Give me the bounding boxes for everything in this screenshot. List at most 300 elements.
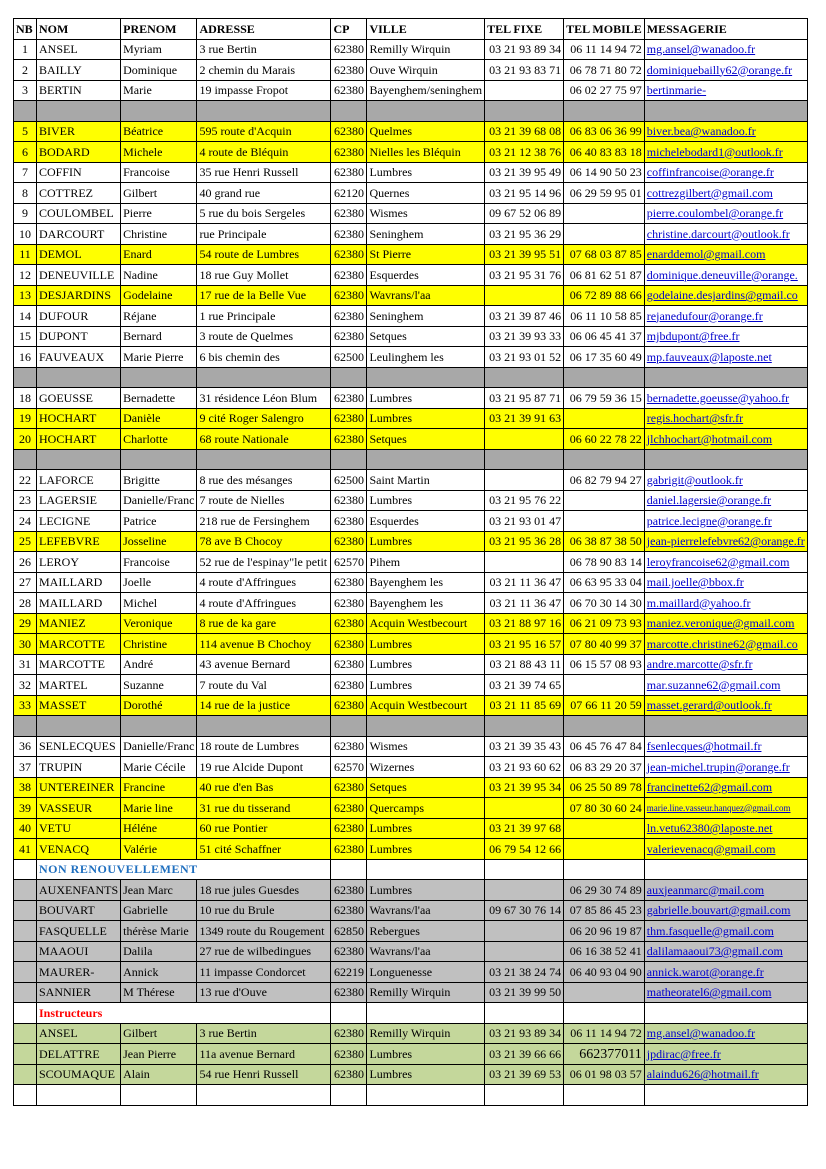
cell-prenom: Gabrielle [121, 900, 197, 921]
cell-email[interactable]: mail.joelle@bbox.fr [644, 572, 807, 593]
cell-prenom: Alain [121, 1064, 197, 1085]
table-row [14, 511, 808, 532]
cell-adresse: 13 rue d'Ouve [197, 982, 331, 1003]
cell-tel-mobile: 06 45 76 47 84 [564, 736, 645, 757]
member-table [13, 18, 808, 1106]
separator-cell [644, 449, 807, 470]
cell-tel-fixe [485, 80, 564, 101]
cell-email[interactable]: bertinmarie- [644, 80, 807, 101]
cell-tel-mobile: 06 21 09 73 93 [564, 613, 645, 634]
cell-email[interactable]: jean-pierrelefebvre62@orange.fr [644, 531, 807, 552]
cell-cp: 62380 [331, 982, 367, 1003]
cell-email[interactable]: gabrigit@outlook.fr [644, 470, 807, 491]
cell-email[interactable]: michelebodard1@outlook.fr [644, 142, 807, 163]
cell-tel-mobile: 06 17 35 60 49 [564, 347, 645, 368]
cell-tel-fixe: 03 21 39 66 66 [485, 1044, 564, 1065]
cell-tel-fixe: 03 21 39 95 51 [485, 244, 564, 265]
cell-nom: MARCOTTE [37, 654, 121, 675]
table-row [14, 408, 808, 429]
cell-nb: 11 [14, 244, 37, 265]
cell-tel-fixe: 03 21 93 01 47 [485, 511, 564, 532]
cell-ville: Longuenesse [367, 962, 485, 983]
table-row [14, 818, 808, 839]
cell-nom: MARTEL [37, 675, 121, 696]
header-tel-mobile: TEL MOBILE [564, 19, 645, 40]
cell-email[interactable]: coffinfrancoise@orange.fr [644, 162, 807, 183]
cell-email[interactable]: leroyfrancoise62@gmail.com [644, 552, 807, 573]
cell-tel-mobile: 06 60 22 78 22 [564, 429, 645, 450]
cell-email[interactable]: ln.vetu62380@laposte.net [644, 818, 807, 839]
cell-nb: 12 [14, 265, 37, 286]
cell-email[interactable]: maniez.veronique@gmail.com [644, 613, 807, 634]
cell-email[interactable]: marcotte.christine62@gmail.co [644, 634, 807, 655]
cell-email[interactable]: enarddemol@gmail.com [644, 244, 807, 265]
cell-email[interactable]: fsenlecques@hotmail.fr [644, 736, 807, 757]
table-row [14, 1023, 808, 1044]
cell-cp: 62380 [331, 798, 367, 819]
cell-tel-fixe [485, 941, 564, 962]
cell-nb [14, 1044, 37, 1065]
empty-cell [367, 1085, 485, 1106]
table-row [14, 285, 808, 306]
cell-nb [14, 1064, 37, 1085]
cell-nom: BAILLY [37, 60, 121, 81]
table-row [14, 306, 808, 327]
empty-cell [485, 1085, 564, 1106]
cell-email[interactable]: marie.line.vasseur.hanquez@gmail.com [644, 798, 807, 819]
cell-tel-mobile [564, 224, 645, 245]
cell-prenom: Josseline [121, 531, 197, 552]
cell-nom: BODARD [37, 142, 121, 163]
cell-tel-fixe [485, 552, 564, 573]
table-row [14, 470, 808, 491]
cell-email[interactable]: auxjeanmarc@mail.com [644, 880, 807, 901]
table-row [14, 1064, 808, 1085]
cell-email[interactable]: daniel.lagersie@orange.fr [644, 490, 807, 511]
cell-email[interactable]: valerievenacq@gmail.com [644, 839, 807, 860]
cell-email[interactable]: pierre.coulombel@orange.fr [644, 203, 807, 224]
empty-cell [197, 1085, 331, 1106]
cell-tel-fixe: 03 21 11 85 69 [485, 695, 564, 716]
table-row [14, 798, 808, 819]
cell-ville: Lumbres [367, 1044, 485, 1065]
cell-adresse: 27 rue de wilbedingues [197, 941, 331, 962]
cell-ville: Nielles les Bléquin [367, 142, 485, 163]
cell-cp: 62380 [331, 777, 367, 798]
cell-nb: 3 [14, 80, 37, 101]
cell-tel-fixe: 03 21 93 89 34 [485, 1023, 564, 1044]
cell-email[interactable]: jean-michel.trupin@orange.fr [644, 757, 807, 778]
cell-adresse: 8 rue de ka gare [197, 613, 331, 634]
cell-tel-fixe: 03 21 93 01 52 [485, 347, 564, 368]
cell-tel-mobile [564, 408, 645, 429]
cell-adresse: 78 ave B Chocoy [197, 531, 331, 552]
cell-prenom: Marie Pierre [121, 347, 197, 368]
cell-email[interactable]: biver.bea@wanadoo.fr [644, 121, 807, 142]
cell-cp: 62380 [331, 285, 367, 306]
cell-prenom: Danielle/Franc [121, 490, 197, 511]
cell-prenom: thérèse Marie [121, 921, 197, 942]
cell-prenom: Patrice [121, 511, 197, 532]
cell-nb: 28 [14, 593, 37, 614]
empty-cell [121, 1085, 197, 1106]
cell-prenom: Joelle [121, 572, 197, 593]
table-row [14, 613, 808, 634]
cell-ville: Setques [367, 326, 485, 347]
cell-adresse: 595 route d'Acquin [197, 121, 331, 142]
cell-prenom: Réjane [121, 306, 197, 327]
cell-tel-fixe: 03 21 39 95 49 [485, 162, 564, 183]
cell-ville: Lumbres [367, 388, 485, 409]
separator-cell [367, 367, 485, 388]
cell-ville: Bayenghem les [367, 593, 485, 614]
cell-email[interactable]: masset.gerard@outlook.fr [644, 695, 807, 716]
cell-ville: Rebergues [367, 921, 485, 942]
cell-tel-mobile: 06 63 95 33 04 [564, 572, 645, 593]
cell-tel-fixe: 03 21 39 95 34 [485, 777, 564, 798]
cell-cp: 62219 [331, 962, 367, 983]
cell-tel-fixe: 03 21 11 36 47 [485, 593, 564, 614]
table-row [14, 80, 808, 101]
cell-ville: Setques [367, 777, 485, 798]
cell-cp: 62850 [331, 921, 367, 942]
table-row [14, 921, 808, 942]
cell-adresse: 218 rue de Fersinghem [197, 511, 331, 532]
cell-email[interactable]: godelaine.desjardins@gmail.co [644, 285, 807, 306]
cell-cp: 62380 [331, 306, 367, 327]
cell-cp: 62380 [331, 203, 367, 224]
cell-email[interactable]: regis.hochart@sfr.fr [644, 408, 807, 429]
cell-tel-fixe: 03 21 95 36 28 [485, 531, 564, 552]
cell-nom: BOUVART [37, 900, 121, 921]
cell-prenom: Dalila [121, 941, 197, 962]
cell-email[interactable]: rejanedufour@orange.fr [644, 306, 807, 327]
separator-row [14, 367, 808, 388]
cell-tel-fixe [485, 285, 564, 306]
cell-nom: DARCOURT [37, 224, 121, 245]
cell-ville: Lumbres [367, 818, 485, 839]
cell-ville: Quelmes [367, 121, 485, 142]
section-empty-cell [564, 1003, 645, 1024]
cell-nom: MAAOUI [37, 941, 121, 962]
cell-nom: VASSEUR [37, 798, 121, 819]
table-row [14, 121, 808, 142]
empty-cell [14, 1085, 37, 1106]
cell-nb: 16 [14, 347, 37, 368]
cell-cp: 62380 [331, 736, 367, 757]
table-row [14, 326, 808, 347]
cell-cp: 62380 [331, 839, 367, 860]
cell-adresse: 17 rue de la Belle Vue [197, 285, 331, 306]
table-row [14, 142, 808, 163]
cell-tel-fixe: 03 21 95 14 96 [485, 183, 564, 204]
cell-tel-mobile [564, 982, 645, 1003]
cell-prenom: Michel [121, 593, 197, 614]
section-empty-cell [331, 859, 367, 880]
cell-adresse: rue Principale [197, 224, 331, 245]
cell-tel-mobile: 07 80 40 99 37 [564, 634, 645, 655]
cell-nb: 36 [14, 736, 37, 757]
cell-nom: MAILLARD [37, 593, 121, 614]
table-row [14, 757, 808, 778]
cell-nb: 24 [14, 511, 37, 532]
cell-tel-fixe: 03 21 88 43 11 [485, 654, 564, 675]
cell-nom: AUXENFANTS [37, 880, 121, 901]
cell-ville: Acquin Westbecourt [367, 695, 485, 716]
cell-tel-fixe: 03 21 39 87 46 [485, 306, 564, 327]
cell-email[interactable]: bernadette.goeusse@yahoo.fr [644, 388, 807, 409]
section-nb-cell [14, 859, 37, 880]
cell-adresse: 6 bis chemin des [197, 347, 331, 368]
cell-adresse: 3 route de Quelmes [197, 326, 331, 347]
cell-adresse: 14 rue de la justice [197, 695, 331, 716]
cell-tel-fixe: 03 21 11 36 47 [485, 572, 564, 593]
cell-cp: 62570 [331, 552, 367, 573]
cell-cp: 62380 [331, 818, 367, 839]
cell-tel-mobile: 06 81 62 51 87 [564, 265, 645, 286]
cell-email[interactable]: matheoratel6@gmail.com [644, 982, 807, 1003]
cell-adresse: 43 avenue Bernard [197, 654, 331, 675]
cell-adresse: 2 chemin du Marais [197, 60, 331, 81]
separator-cell [197, 367, 331, 388]
cell-nom: DUPONT [37, 326, 121, 347]
cell-prenom: Bernadette [121, 388, 197, 409]
cell-tel-fixe: 03 21 39 68 08 [485, 121, 564, 142]
cell-cp: 62380 [331, 121, 367, 142]
cell-cp: 62380 [331, 531, 367, 552]
cell-adresse: 54 rue Henri Russell [197, 1064, 331, 1085]
cell-nom: COFFIN [37, 162, 121, 183]
cell-tel-mobile: 07 66 11 20 59 [564, 695, 645, 716]
cell-email[interactable]: andre.marcotte@sfr.fr [644, 654, 807, 675]
table-row [14, 982, 808, 1003]
cell-email[interactable]: jpdirac@free.fr [644, 1044, 807, 1065]
table-row [14, 880, 808, 901]
cell-tel-fixe [485, 798, 564, 819]
cell-ville: Lumbres [367, 531, 485, 552]
cell-ville: Wismes [367, 736, 485, 757]
cell-nb: 23 [14, 490, 37, 511]
cell-cp: 62380 [331, 593, 367, 614]
cell-tel-fixe: 03 21 39 91 63 [485, 408, 564, 429]
cell-email[interactable]: alaindu626@hotmail.fr [644, 1064, 807, 1085]
cell-prenom: Nadine [121, 265, 197, 286]
cell-cp: 62380 [331, 265, 367, 286]
cell-cp: 62380 [331, 511, 367, 532]
separator-cell [564, 101, 645, 122]
cell-nom: COTTREZ [37, 183, 121, 204]
cell-ville: Lumbres [367, 675, 485, 696]
cell-nom: MAILLARD [37, 572, 121, 593]
cell-prenom: Godelaine [121, 285, 197, 306]
cell-email[interactable]: francinette62@gmail.com [644, 777, 807, 798]
cell-email[interactable]: mg.ansel@wanadoo.fr [644, 39, 807, 60]
cell-cp: 62380 [331, 490, 367, 511]
cell-email[interactable]: dominiquebailly62@orange.fr [644, 60, 807, 81]
cell-nom: LAGERSIE [37, 490, 121, 511]
cell-nom: TRUPIN [37, 757, 121, 778]
table-row [14, 531, 808, 552]
cell-tel-mobile [564, 675, 645, 696]
cell-email[interactable]: mjbdupont@free.fr [644, 326, 807, 347]
cell-tel-fixe: 03 21 95 16 57 [485, 634, 564, 655]
table-row [14, 695, 808, 716]
cell-email[interactable]: patrice.lecigne@orange.fr [644, 511, 807, 532]
cell-nb: 10 [14, 224, 37, 245]
cell-email[interactable]: mar.suzanne62@gmail.com [644, 675, 807, 696]
cell-cp: 62570 [331, 757, 367, 778]
cell-adresse: 60 rue Pontier [197, 818, 331, 839]
cell-adresse: 19 rue Alcide Dupont [197, 757, 331, 778]
cell-adresse: 18 route de Lumbres [197, 736, 331, 757]
table-row [14, 777, 808, 798]
cell-nom: ANSEL [37, 39, 121, 60]
cell-prenom: Marie Cécile [121, 757, 197, 778]
cell-nb [14, 900, 37, 921]
cell-ville: Lumbres [367, 490, 485, 511]
cell-nb: 8 [14, 183, 37, 204]
cell-prenom: Francoise [121, 162, 197, 183]
cell-tel-mobile: 06 40 93 04 90 [564, 962, 645, 983]
cell-prenom: Michele [121, 142, 197, 163]
cell-email[interactable]: annick.warot@orange.fr [644, 962, 807, 983]
cell-adresse: 18 rue jules Guesdes [197, 880, 331, 901]
cell-adresse: 7 route du Val [197, 675, 331, 696]
cell-adresse: 5 rue du bois Sergeles [197, 203, 331, 224]
cell-cp: 62380 [331, 244, 367, 265]
cell-nom: SENLECQUES [37, 736, 121, 757]
cell-email[interactable]: dalilamaaoui73@gmail.com [644, 941, 807, 962]
cell-nom: FAUVEAUX [37, 347, 121, 368]
cell-email[interactable]: mp.fauveaux@laposte.net [644, 347, 807, 368]
cell-ville: Bayenghem les [367, 572, 485, 593]
cell-ville: Seninghem [367, 306, 485, 327]
cell-nom: LEROY [37, 552, 121, 573]
cell-cp: 62380 [331, 80, 367, 101]
cell-adresse: 1349 route du Rougement [197, 921, 331, 942]
cell-ville: Wavrans/l'aa [367, 941, 485, 962]
cell-email[interactable]: cottrezgilbert@gmail.com [644, 183, 807, 204]
section-header-instructeurs [14, 1003, 808, 1024]
cell-tel-mobile: 06 79 59 36 15 [564, 388, 645, 409]
cell-tel-fixe: 03 21 93 60 62 [485, 757, 564, 778]
separator-cell [121, 716, 197, 737]
cell-nb [14, 982, 37, 1003]
cell-nb: 26 [14, 552, 37, 573]
cell-nom: SCOUMAQUE [37, 1064, 121, 1085]
cell-tel-mobile: 06 02 27 75 97 [564, 80, 645, 101]
cell-ville: Acquin Westbecourt [367, 613, 485, 634]
cell-nb: 18 [14, 388, 37, 409]
cell-prenom: Pierre [121, 203, 197, 224]
cell-ville: Lumbres [367, 162, 485, 183]
table-row [14, 347, 808, 368]
cell-email[interactable]: jlchhochart@hotmail.com [644, 429, 807, 450]
separator-cell [367, 716, 485, 737]
cell-nom: GOEUSSE [37, 388, 121, 409]
cell-nb: 31 [14, 654, 37, 675]
cell-adresse: 1 rue Principale [197, 306, 331, 327]
cell-tel-fixe [485, 880, 564, 901]
cell-email[interactable]: gabrielle.bouvart@gmail.com [644, 900, 807, 921]
cell-nom: SANNIER [37, 982, 121, 1003]
cell-ville: Pihem [367, 552, 485, 573]
cell-cp: 62380 [331, 326, 367, 347]
cell-tel-mobile: 06 01 98 03 57 [564, 1064, 645, 1085]
cell-nb [14, 962, 37, 983]
cell-cp: 62380 [331, 162, 367, 183]
separator-cell [14, 716, 37, 737]
section-title: NON RENOUVELLEMENT [37, 859, 331, 880]
cell-tel-mobile: 06 29 30 74 89 [564, 880, 645, 901]
cell-nb [14, 941, 37, 962]
cell-nom: DELATTRE [37, 1044, 121, 1065]
cell-prenom: Jean Pierre [121, 1044, 197, 1065]
separator-cell [14, 367, 37, 388]
cell-ville: St Pierre [367, 244, 485, 265]
section-empty-cell [367, 1003, 485, 1024]
table-body [14, 39, 808, 1105]
section-empty-cell [564, 859, 645, 880]
cell-ville: Setques [367, 429, 485, 450]
cell-email[interactable]: thm.fasquelle@gmail.com [644, 921, 807, 942]
cell-cp: 62380 [331, 572, 367, 593]
cell-tel-mobile: 06 83 06 36 99 [564, 121, 645, 142]
cell-adresse: 3 rue Bertin [197, 1023, 331, 1044]
cell-email[interactable]: dominique.deneuville@orange. [644, 265, 807, 286]
cell-ville: Lumbres [367, 1064, 485, 1085]
cell-nb: 14 [14, 306, 37, 327]
separator-cell [367, 101, 485, 122]
cell-prenom: Annick [121, 962, 197, 983]
cell-cp: 62380 [331, 1023, 367, 1044]
cell-ville: Leulinghem les [367, 347, 485, 368]
cell-prenom: Gilbert [121, 183, 197, 204]
cell-tel-mobile: 06 38 87 38 50 [564, 531, 645, 552]
cell-tel-mobile: 06 11 14 94 72 [564, 1023, 645, 1044]
cell-tel-mobile: 06 11 10 58 85 [564, 306, 645, 327]
cell-ville: Wavrans/l'aa [367, 900, 485, 921]
cell-nom: MARCOTTE [37, 634, 121, 655]
table-row [14, 60, 808, 81]
cell-email[interactable]: christine.darcourt@outlook.fr [644, 224, 807, 245]
cell-cp: 62500 [331, 470, 367, 491]
separator-cell [37, 101, 121, 122]
cell-email[interactable]: mg.ansel@wanadoo.fr [644, 1023, 807, 1044]
cell-tel-mobile: 662377011 [564, 1044, 645, 1065]
cell-prenom: Christine [121, 634, 197, 655]
cell-adresse: 68 route Nationale [197, 429, 331, 450]
cell-adresse: 35 rue Henri Russell [197, 162, 331, 183]
cell-tel-mobile: 06 20 96 19 87 [564, 921, 645, 942]
cell-tel-fixe: 03 21 39 99 50 [485, 982, 564, 1003]
empty-cell [331, 1085, 367, 1106]
cell-tel-fixe: 03 21 95 36 29 [485, 224, 564, 245]
cell-tel-mobile [564, 818, 645, 839]
section-nb-cell [14, 1003, 37, 1024]
section-empty-cell [485, 859, 564, 880]
cell-cp: 62500 [331, 347, 367, 368]
cell-ville: Quercamps [367, 798, 485, 819]
cell-email[interactable]: m.maillard@yahoo.fr [644, 593, 807, 614]
cell-tel-mobile: 06 78 71 80 72 [564, 60, 645, 81]
cell-nom: VETU [37, 818, 121, 839]
section-empty-cell [331, 1003, 367, 1024]
cell-tel-fixe: 03 21 39 93 33 [485, 326, 564, 347]
cell-tel-mobile: 06 14 90 50 23 [564, 162, 645, 183]
cell-tel-mobile: 06 78 90 83 14 [564, 552, 645, 573]
cell-prenom: Marie [121, 80, 197, 101]
